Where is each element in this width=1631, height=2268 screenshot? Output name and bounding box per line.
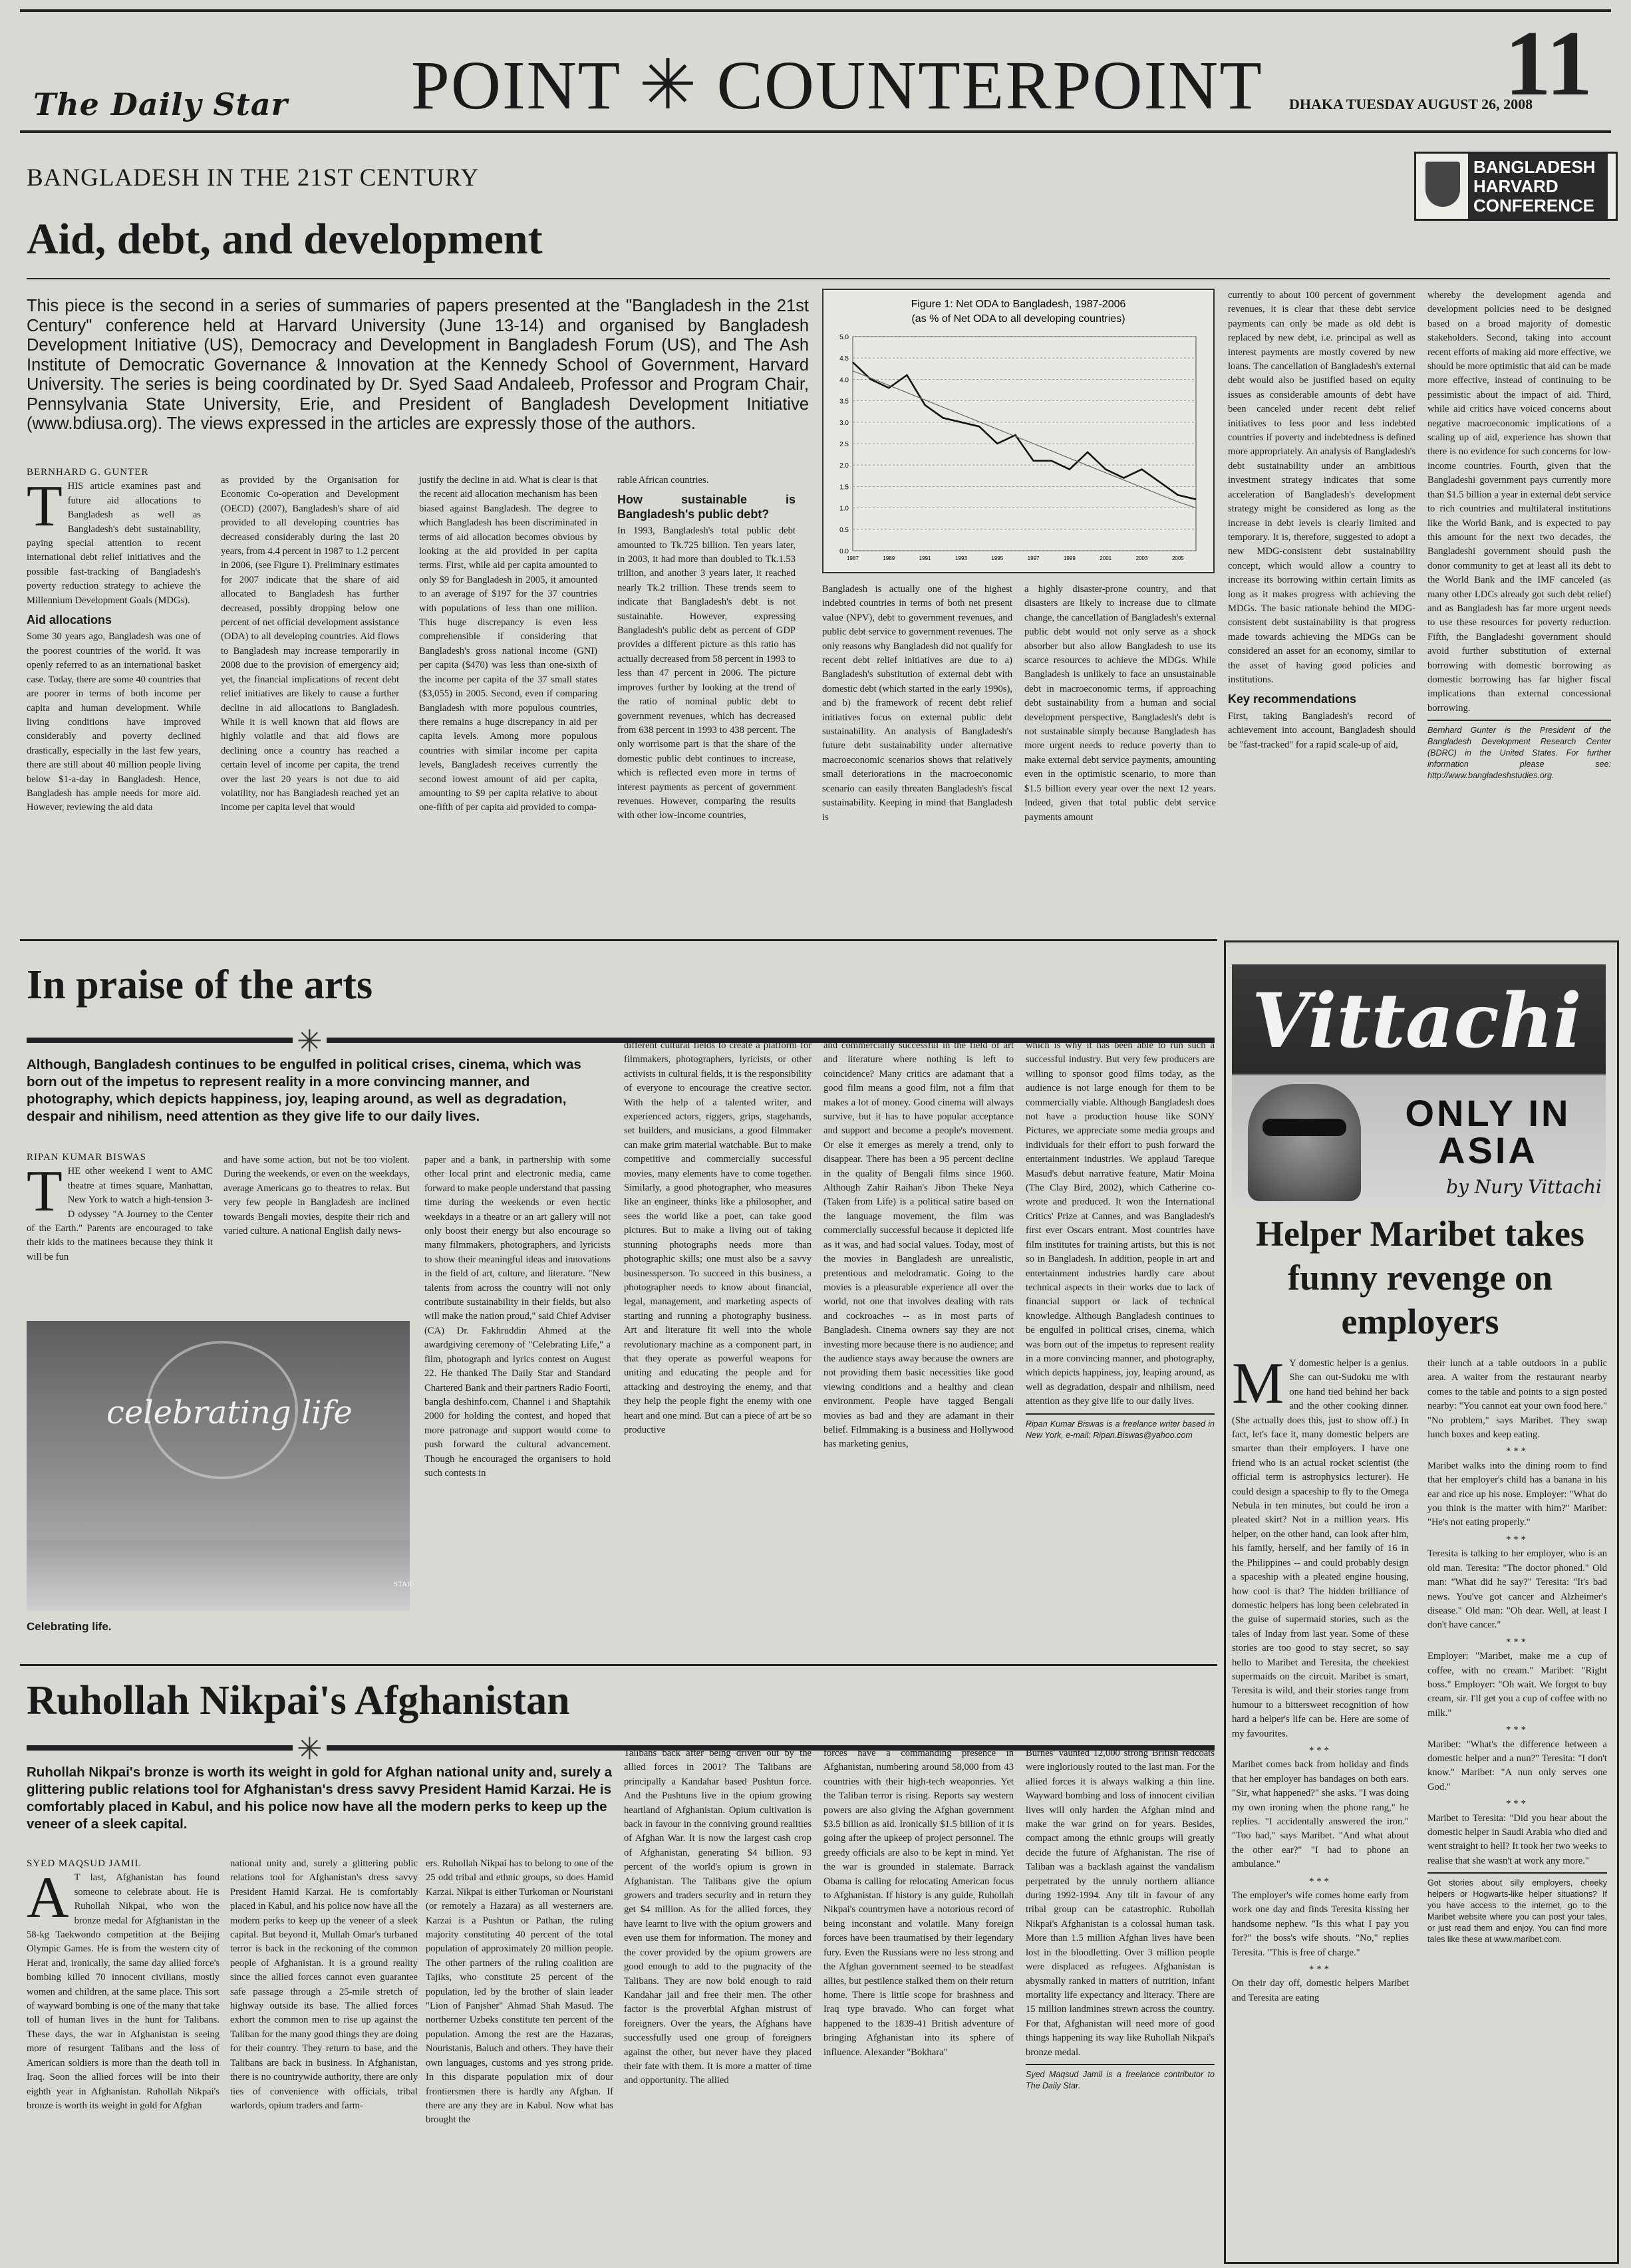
article2-col3: paper and a bank, in partnership with some other local print and electronic media, came forward to make people understand that passing time during the weekends or even hectic weekdays in a theatre or an art gallery will not only boost their energy but also encourage so many filmmakers, photographers, and lyricists to show their meaningful ideas and innovations in the field of art, culture, and literature. "New talents from across the country will not only contribute sustainability in their fields, but also will make the nation proud," said Chief Adviser (CA) Dr. Fakhruddin Ahmed at the awardgiving ceremony of "Celebrating Life," a film, photograph and lyrics contest on August 22. He thanked The Daily Star and Standard Chartered Bank and their partners Radio Foorti, bangla deshinfo.com, Channel i and Shaptahik 2000 for holding the contest, and hoped that more patronage and support would come to push forward the cultural advancement. Though he encouraged the organisers to hold such contests in [424, 1155, 611, 1479]
x-tick-label: 1995 [991, 555, 1004, 561]
subhead-debt: How sustainable is Bangladesh's public debt? [617, 493, 796, 521]
oda-line-chart [823, 290, 1213, 572]
article3-col6 [1026, 1747, 1215, 2256]
article4-col2d: Employer: "Maribet, make me a cup of coffee, with no cream." Maribet: "Right boss." Employer: "Oh wait. We forgot to buy cream, sir. I'll get you a cup of coffee with no milk." [1427, 1651, 1607, 1719]
article2-col4: different cultural fields to create a platform for filmmakers, photographers, lyricists, or other activists in cultural fields, it is the responsibility of everyone to encourage the creative sector. With the help of a talented writer, and experienced actors, riggers, grips, stagehands, set builders, and musicians, a good filmmaker can make grim material watchable. But to make competitive and commercially successful movies, many elements have to come together. Similarly, a good photographer, who measures like an engineer, thinks like a philosopher, and sees the world like a poet, can take good pictures. But to make a living out of taking stunning photographs needs more than photographic skills; one must also be a savvy businessperson. To succeed in this business, a photographer needs to know about financial, legal, management, and marketing aspects of starting and running a photography business. Art and literature fit well into the whole revolutionary machine as a component part, in that they operate as powerful weapons for uniting and educating the people and for attacking and destroying the enemy, and that they help the people fight the enemy with one heart and one mind. But can a piece of art be so productive [624, 1040, 812, 1435]
page-number: 11 [1505, 12, 1593, 115]
y-tick-label: 1.0 [839, 505, 849, 513]
y-tick-label: 2.5 [839, 441, 849, 448]
separator-stars: *** [1506, 1798, 1529, 1810]
article4-col2f: Maribet to Teresita: "Did you hear about the domestic helper in Saudi Arabia who died and went straight to hell? It took her two weeks to realise that she wasn't at work any more." [1427, 1812, 1607, 1866]
dateline: DHAKA TUESDAY AUGUST 26, 2008 [1289, 96, 1533, 112]
article3-col3: ers. Ruhollah Nikpai has to belong to one of the 25 odd tribal and ethnic groups, so does Hamid Karzai. Nikpai is either Turkoman or Nouristani (or remotely a Hazara) as all westerners are. Karzai is a Pushtun or Pathan, the ruling majority constituting 40 percent of the total population of approximately 20 million people. The other partners of the ruling coalition are Tajiks, who constitute 25 percent of the population, led by the brother of slain leader "Lion of Panjsher" Ahmad Shah Masud. The northerner Uzbeks constitute ten percent of the population. Among the rest are the Hazaras, Nouristanis, Baluch and others. They have their own languages, customs and yes strong pride. In this disparate population mix of dour frontiersmen there is hardly any Afghan. If there are any they are in Kabul. Now what has brought the [426, 1858, 613, 2126]
article4-col2-text: their lunch at a table outdoors in a public area. A waiter from the restaurant nearby comes to the table and points to a sign posted nearby: "You cannot eat your own food here." "No problem," says Maribet. They swap lunch boxes and keep eating. [1427, 1358, 1607, 1441]
article2-col2: and have some action, but not be too violent. During the weekends, or even on the weekdays, average Americans go to theatres to relax. But very few people in Bangladesh are inclined towards Bengali movies, despite their rich and varied culture. A national English daily news- [223, 1155, 410, 1237]
author-signature: by Nury Vittachi [1446, 1176, 1602, 1198]
series-kicker: BANGLADESH IN THE 21ST CENTURY [27, 164, 480, 192]
celebrating-life-photo [27, 1321, 410, 1611]
article1-col1 [27, 466, 201, 931]
figure1 [822, 289, 1215, 573]
article1-col3: justify the decline in aid. What is clear is that the recent aid allocation mechanism has been biased against Bangladesh. The degree to which Bangladesh has been discriminated in terms of aid allocation becomes obvious by looking at the aid provided in per capita terms. First, while aid per capita amounted to only $9 for Bangladesh in 2005, it amounted to an average of $197 for the 37 countries with populations of less than one million. This huge discrepancy is even less comprehensible if considering that Bangladesh's gross national income (GNI) per capita ($470) was less than one-sixth of the income per capita of the 37 small states ($3,055) in 2005. Second, even if comparing Bangladesh with more populous countries, there remains a huge discrepancy in aid per capita levels. Among more populous countries with similar income per capita levels, Bangladesh receives currently the second lowest amount of aid per capita, amounting to $9 per capita relative to about one-fifth of per capita aid provided to compa- [419, 475, 597, 813]
paper-logo: The Daily Star [33, 86, 288, 122]
photo-credit: STAR [394, 1580, 412, 1588]
dropcap: A [27, 1866, 69, 1931]
article2-headline: In praise of the arts [27, 962, 373, 1008]
conference-badge [1414, 152, 1618, 221]
separator-stars: *** [1309, 1876, 1332, 1887]
photo-caption: Celebrating life. [27, 1620, 112, 1633]
x-tick-label: 1987 [847, 555, 859, 561]
article1-col4 [617, 474, 796, 931]
article1-col7-text: currently to about 100 percent of government revenues, it is clear that these debt service payments can only be made as old debt is replaced by new debt, i.e. principal as well as interest payments are mostly covered by new loans. The cancellation of Bangladesh's external debt would also be justified based on equity issues as considerable amounts of debt have been canceled under recent debt relief initiatives to less poor and less indebted countries if poverty and indebtedness is defined more appropriately. An analysis of Bangladesh's debt sustainability under an ambitious investment strategy indicates that some acceleration of Bangladesh's development strategy might be considered as long as the increase in debt levels is clearly limited and temporary. It is, therefore, suggested to adopt a new MDG-consistent debt sustainability concept, which would allow a country to increase its borrowing within certain limits as long as it makes progress with achieving the MDGs. The basic rationale behind the MDG-consistent debt sustainability is that progress made towards achieving the MDGs can be considered an asset for an economy, similar to the asset of having good policies and institutions. [1228, 290, 1415, 685]
section-title: POINT ✳ COUNTERPOINT [411, 47, 1263, 124]
sunglasses-icon [1262, 1119, 1346, 1136]
article1-col7 [1228, 289, 1415, 931]
shield-icon [1425, 162, 1460, 207]
article3-col4: Talibans back after being driven out by the allied forces in 2001? The Talibans are principally a Kandahar based Pushtun force. And the Pushtuns live in the opium growing heartland of Afghanistan. Opium cultivation is back in favour in the conniving ground realities of Afghan War. It is now the largest cash crop of Afghanistan, generating $4 billion. 93 percent of the world's opium is grown in Afghanistan. The Talibans give the opium growers and traders security and in return they get $4 million. As for the allied forces, they have learnt to live with the opium growers and even use them for information. The money and the cover provided by the opium growers are good enough to add to the pugnacity of the Talibans. They are now bold enough to raid Kandahar jail and free their men. The other factor is the proverbial Afghan mistrust of foreigners. Over the years, the Afghans have successfully used one group of foreigners against the other, but never have they placed their fate with them. It is more a matter of time and opportunity. The allied [624, 1748, 812, 2086]
series-line-trend [853, 371, 1196, 508]
article1-byline: BERNHARD G. GUNTER [27, 467, 149, 478]
article1-col2: as provided by the Organisation for Economic Co-operation and Development (OECD) (2007), Bangladesh's share of aid provided to all developing countries has decreased considerably during the last 20 years, from 4.4 percent in 1987 to 1.2 percent in 2006, (see Figure 1). Preliminary estimates for 2007 indicate that the share of aid allocated to Bangladesh has further decreased, possibly dropping below one percent of net official development assistance (ODA) to all developing countries. Aid flows to Bangladesh may increase temporarily in 2008 due to the provision of emergency aid; yet, the financial implications of recent debt relief initiatives are likely to cause a further decline in aid allocations to Bangladesh. While it is well known that aid flows are highly volatile and that aid flows are declining once a country has reached a certain level of income per capita, the trend over the last 20 years is not due to aid volatility, nor has Bangladesh reached yet an income per capita level that would [221, 475, 399, 813]
article1-col1-text: HIS article examines past and future aid allocations to Bangladesh as well as Bangladesh's debt sustainability, paying special attention to recent international debt relief initiatives and the possible fast-tracking of Bangladesh's poverty reduction strategy to achieve the Millennium Development Goals (MDGs). [27, 481, 201, 606]
y-tick-label: 1.5 [839, 484, 849, 492]
separator-stars: *** [1309, 1964, 1332, 1975]
author-portrait [1248, 1084, 1361, 1201]
separator-stars: *** [1309, 1745, 1332, 1756]
x-tick-label: 1991 [919, 555, 931, 561]
dropcap: M [1232, 1351, 1284, 1416]
x-tick-label: 2003 [1135, 555, 1148, 561]
chart-title: Figure 1: Net ODA to Bangladesh, 1987-2006 [911, 299, 1126, 310]
article3-col1 [27, 1857, 220, 2256]
sunburst-icon: ✳ [293, 1023, 327, 1059]
article1-author-note: Bernhard Gunter is the President of the Bangladesh Development Research Center (BDRC) in the United States. For further information please see: http://www.bangladeshstudies.org. [1427, 726, 1611, 781]
badge-text: BANGLADESH HARVARD CONFERENCE [1473, 157, 1596, 215]
article1-col1b: Some 30 years ago, Bangladesh was one of the poorest countries of the world. It was openly referred to as an international basket case. Today, there are some 40 countries that are poorer in terms of both income per capita and human development. While living conditions have improved considerably and poverty declined drastically, especially in the last few years, there are still about 40 million people living below $1-a-day in Bangladesh. Hence, Bangladesh has ample needs for more aid. However, reviewing the aid data [27, 631, 201, 813]
article1-col8-text: whereby the development agenda and development policies need to be designed based on a broad majority of domestic stakeholders. Second, taking into account recent efforts of making aid more effective, we should be more optimistic that aid can be made more effective, instead of continuing to be pessimistic about the impact of aid. Third, while aid critics have voiced concerns about negative macroeconomic implications of a scaling up of aid, experience has shown that there is no evidence for such concerns for low-income countries. Fourth, given that the Bangladeshi government pays currently more than $1.5 billion a year in external debt service to rich countries and multilateral institutions like the World Bank, and is expected to pay this amount for the next two decades, the Bangladeshi government should push the donor community to get at least all its debt to the World Bank and the IMF canceled (as many other LDCs already got such debt relief) and as Bangladesh has far more urgent needs to use these resources for poverty reduction. Fifth, the Bangladeshi government should avoid further substitution of external borrowing with domestic borrowing as domestic borrowing has far higher fiscal implications than external concessional borrowing. [1427, 290, 1611, 714]
article1-col4a: rable African countries. [617, 475, 709, 486]
y-tick-label: 0.0 [839, 548, 849, 555]
dropcap: T [27, 474, 63, 539]
article3-col6-text: Burnes' vaunted 12,000 strong British redcoats were ingloriously routed to the last man. For the allied forces it is always walking a thin line. Wayward bombing and loss of innocent civilian lives will only harden the Afghan mind and make the war grind on for years. Besides, compact among the ethnic groups will greatly decide the future of Afghanistan. The rise of Taliban was a backlash against the vandalism perpetrated by the unruly northern alliance during 1992-1994. Any tilt in favour of any tribal group can be catastrophic. Ruhollah Nikpai's Afghanistan is a colossal human task. More than 1.5 million Afghan lives have been lost in the bloodletting. Over 3 million people were displaced as refugees. Afghanistan is abysmally ranked in matters of nutrition, infant mortality life expectancy and literacy. There are 15 million landmines strewn across the country. For that, Afghanistan will need more of good things happening its way like Ruhollah Nikpai's bronze medal. [1026, 1748, 1215, 2058]
series-line-oda-share [853, 362, 1196, 499]
article1-col7b: First, taking Bangladesh's record of achievement into account, Bangladesh should be "fast-tracked" for a rapid scale-up of aid, [1228, 710, 1415, 750]
masthead [20, 9, 1611, 136]
x-tick-label: 2001 [1100, 555, 1112, 561]
article3-byline: SYED MAQSUD JAMIL [27, 1858, 142, 1869]
sunburst-icon: ✳ [293, 1731, 327, 1767]
article3-col1-text: T last, Afghanistan has found someone to celebrate about. He is Ruhollah Nikpai, who won the bronze medal for Afghanistan in the 58-kg Taekwondo competition at the Beijing Olympic Games. He is from the western city of Herat and, ironically, the same day allied force's bombing killed 70 innocent civilians, mostly women and children, at the same place. This sort of wayward bombing is one of the many that take toll of human lives in the hunt for Talibans. These days, the war in Afghanistan is seeing more of resurgent Talibans and the loss of American soldiers is more than the death toll in Iraq. Soon the allied forces will be into their eighth year in Afghanistan. Ruhollah Nikpai's bronze is worth its weight in gold for Afghan [27, 1872, 220, 2111]
article2-byline: RIPAN KUMAR BISWAS [27, 1152, 146, 1163]
separator-stars: *** [1506, 1534, 1529, 1545]
article4-col2c: Teresita is talking to her employer, who is an old man. Teresita: "The doctor phoned." Old man: "What did he say?" Teresita: "It's bad news. You've got cancer and Alzheimer's disease." Old man: "Oh dear. Well, at least I don't have cancer." [1427, 1548, 1607, 1631]
subhead-key: Key recommendations [1228, 692, 1357, 706]
article4-col1 [1232, 1351, 1409, 2256]
article1-col6: a highly disaster-prone country, and that disasters are likely to increase due to climate change, the cancellation of Bangladesh's external public debt would not only serve as a shock absorber but also allow Bangladesh to use its scarce resources to achieve the MDGs. While Bangladesh is unlikely to face an unsustainable debt in macroeconomic terms, if approaching debt sustainability from a human and social development perspective, Bangladesh's debt is not sustainable simply because Bangladesh has more urgent needs to reduce poverty than to make external debt service payments, amounting even in the optimistic scenario, to more than $1.5 billion every year over the next 12 years. Indeed, given that total public debt service payments amount [1024, 584, 1216, 823]
article4-col1d: On their day off, domestic helpers Maribet and Teresita are eating [1232, 1978, 1409, 2003]
article3-headline: Ruhollah Nikpai's Afghanistan [27, 1678, 570, 1723]
separator-stars: *** [1506, 1446, 1529, 1457]
article4-col1b: Maribet comes back from holiday and finds that her employer has bandages on both ears. "Sir, what happened?" she asks. "I was doing my own ironing when the phone rang," he replies. "I accidentally answered the iron." "Too bad," says Maribet. "And what about the other ear?" "I had to phone an ambulance." [1232, 1759, 1409, 1870]
dropcap: T [27, 1159, 63, 1224]
x-tick-label: 1993 [955, 555, 967, 561]
article4-headline: Helper Maribet takes funny revenge on employers [1256, 1214, 1584, 1342]
chart-subtitle: (as % of Net ODA to all developing countries) [911, 313, 1125, 325]
article4-col2e: Maribet: "What's the difference between a domestic helper and a nun?" Teresita: "I don't know." Maribet: "A nun only serves one God." [1427, 1739, 1607, 1792]
article2-col6 [1026, 1039, 1215, 1656]
article2-col1-text: HE other weekend I went to AMC theatre at times square, Manhattan, New York to watch a high-tension 3-D odyssey "A Journey to the Center of the Earth." Parents are encouraged to take their kids to the matinees because they think it will be fun [27, 1166, 213, 1262]
article4-col1c: The employer's wife comes home early from work one day and finds Teresita kissing her handsome nephew. "Is this what I pay you for?" the boss's wife shouts. "No," replies Teresita. "This is free of charge." [1232, 1890, 1409, 1958]
column-banner [1232, 964, 1606, 1206]
article2-col5: and commercially successful in the field of art and literature where nothing is left to coincidence? Many critics are adamant that a good film means a good film, not a film that makes a lot of money. Good cinema will always survive, but it has to have popular acceptance and support and become a people's movement. Or else it emerges as merely a trend, only to disappear. There has been a 95 percent decline in the quality of Bengali films since 1960. Although Zahir Raihan's Jibon Theke Neya (Taken from Life) is a political satire based on the language movement, the film was commercially successful because it depicted life as it was, and had social values. Today, most of the movies in Bangladesh are unrealistic, pretentious and melodramatic. Going to the movies is a pleasurable experience all over the world, not one that involves dealing with rats and cockroaches -- as in most parts of Bangladesh. Cinema owners say they are not investing more because there is no audience; and the audience stays away because the owners are not providing them basic necessities like good viewing conditions and a healthy and clean environment. People have tagged Bengali movies as bad and they are adamant in their belief. Filmmaking is a business and Hollywood has marketing genius, [823, 1040, 1014, 1450]
article3-col5: forces have a commanding presence in Afghanistan, numbering around 58,000 from 43 countries with their high-tech weaponries. Yet the Taliban terror is rising. Reports say western powers are also giving the Afghan government $3.5 billion as aid. Ironically $1.5 billion of it is going after the upkeep of project personnel. The greedy officials are also to be kept in mind. Yet the war is grounded in stalemate. Barrack Obama is calling for relocating American focus to Afghanistan. If history is any guide, Ruhollah Nikpai's countrymen have a notorious record of being inconstant and volatile. Many foreign forces have been traumatised by their legendary fury. Even the Russians were no less strong and the Afghan government seemed to be steadfast allies, but pestilence stalked them on their return home. There is little scope for brashness and Iraq type bravado. Who can forget what happened to the 1839-41 British adventure of bringing Afghanistan into its sphere of influence. Alexander "Bokhara" [823, 1748, 1014, 2058]
article4-col2b: Maribet walks into the dining room to find that her employer's child has a banana in his ear and rice up his nose. Employer: "What do you think is the matter with him?" Maribet: "He's not eating properly." [1427, 1460, 1607, 1528]
article1-headline: Aid, debt, and development [27, 215, 543, 263]
article3-author-note: Syed Maqsud Jamil is a freelance contributor to The Daily Star. [1026, 2069, 1215, 2090]
article4-col1-text: Y domestic helper is a genius. She can out-Sudoku me with one hand tied behind her back and the other cooking dinner. (She actually does this, just to show off.) In fact, let's face it, many domestic helpers are smarter than their employers. I have one friend who is an actual rocket scientist (the official term is astrophysics lecturer). He could design a spaceship to fly to the Omega Nebula in ten minutes, but could he iron a pleated skirt? Not in a million years. His helper, on the other hand, can look after him, his family, herself, and her family of 16 in the Philippines -- and could probably design a spaceship with a pleated engine housing, how cool is that? The hidden brilliance of domestic helpers has long been celebrated in the guise of supermaid stories, such as the tales of Inday from last year. Some of these stories are too good to stay secret, so say hello to Maribet and Teresita, the cheekiest supermaids on the circuit. Maribet is smart, Teresita is wild, and their stories range from humour to a bittersweet recognition of how hard a helper's life can be. Here are some of my favourites. [1232, 1358, 1409, 1739]
x-tick-label: 1989 [883, 555, 895, 561]
y-tick-label: 3.5 [839, 398, 849, 406]
y-tick-label: 0.5 [839, 526, 849, 534]
article2-deck: Although, Bangladesh continues to be engulfed in political crises, cinema, which was born out of the impetus to represent reality in a more convincing manner, and photography, which depicts happiness, joy, leaping around, as well as degradation, despair and nihilism, need attention as they give life to our daily lives. [27, 1057, 581, 1124]
article1-col4-text: In 1993, Bangladesh's total public debt amounted to Tk.725 billion. Ten years later, in 2003, it had more than doubled to Tk.1.53 trillion, and another 3 years later, it reached nearly Tk.2 trillion. These trends seem to indicate that Bangladesh's debt is not sustainable. However, expressing Bangladesh's public debt as percent of GDP provides a different picture as this ratio has actually decreased from 58 percent in 1993 to less than 47 percent in 2006. The picture improves further by looking at the trend of the ratio of nominal public debt to government revenues, which has decreased from 638 percent in 1993 to 438 percent. The only worrisome part is that the share of the domestic public debt continues to increase, which is reflected even more in terms of interest payments as percent of government revenues. However, comparing the results with other low-income countries, [617, 525, 796, 821]
y-tick-label: 3.0 [839, 419, 849, 427]
article3-col2: national unity and, surely a glittering public relations tool for Afghanistan's dress savvy President Hamid Karzai. He is comfortably placed in Kabul, and his police now have all the modern perks to keep up the veneer of a sleek capital. But beyond it, Mullah Omar's turbaned terror is back in the reckoning of the common people of Afghanistan. It is a ground reality since the allied forces cannot even guarantee safe passage through a 25-mile stretch of highway outside its base. The allied forces exhort the common men to rise up against the Taliban for the many good things they are doing for their country. They return to base, and the Talibans are back in business. In Afghanistan, there is no countrywide authority, there are only ties of convenience with officials, tribal warlords, opium traders and farm- [230, 1858, 418, 2111]
separator-stars: *** [1506, 1725, 1529, 1736]
article3-deck: Ruhollah Nikpai's bronze is worth its weight in gold for Afghan national unity and, surely a glittering public relations tool for Afghanistan's dress savvy President Hamid Karzai. He is comfortably placed in Kabul, and his police now have all the modern perks to keep up the veneer of a sleek capital. [27, 1765, 612, 1832]
y-tick-label: 4.0 [839, 376, 849, 384]
subhead-aid: Aid allocations [27, 613, 112, 627]
y-tick-label: 2.0 [839, 462, 849, 470]
x-tick-label: 1999 [1063, 555, 1076, 561]
article1-col8 [1427, 289, 1611, 931]
article2-col1 [27, 1151, 213, 1310]
article2-col6-text: which is why it has been able to run such a successful industry. But very few producers are willing to sponsor good films today, as the audience is not large enough for them to be commercially viable. Although Bangladesh does not have a production house like SONY Pictures, we appreciate some media groups and individuals for their effort to push forward the entertainment industries. We applaud Tareque Masud's debut narrative feature, Matir Moina (The Clay Bird, 2002), which Catherine co-wrote and produced. It won the International Critics' Prize at Cannes, and was Bangladesh's first ever Oscars entrant. Most countries have film institutes for training artists, but this is not so in Bangladesh. In addition, people in art and entertainment industries hardly care about technical aspects in their works due to lack of financial support or lack of technical knowledge. Although Bangladesh continues to be engulfed in political crises, cinema, which was born out of the impetus to represent reality in a more convincing manner, and photography, which depicts happiness, joy, leaping around, as well as degradation, despair and nihilism, need attention as they give life to our daily lives. [1026, 1040, 1215, 1407]
article4-col2 [1427, 1357, 1607, 2256]
article1-col5: Bangladesh is actually one of the highest indebted countries in terms of both net present value (NPV), debt to government revenues, and public debt service to government revenues. The only reasons why Bangladesh did not qualify for recent debt relief initiatives are due to a) Bangladesh's substitution of external debt with domestic debt (which started in the early 1990s), and b) the framework of recent debt relief initiatives focus on external public debt sustainability. An analysis of Bangladesh's future debt sustainability under alternative macroeconomic scenarios shows that relatively small deteriorations in the macroeconomic scenario can easily threaten Bangladesh's fiscal sustainability. Keeping in mind that Bangladesh is [822, 584, 1012, 823]
article2-author-note: Ripan Kumar Biswas is a freelance writer based in New York, e-mail: Ripan.Biswas@yahoo.com [1026, 1419, 1215, 1440]
article1-intro: This piece is the second in a series of summaries of papers presented at the "Bangladesh in the 21st Century" conference held at Harvard University (June 13-14) and organised by Bangladesh Development Initiative (US), Democracy and Development in Bangladesh Forum (US), and The Ash Institute of Democratic Governance & Innovation at the Kennedy School of Government, Harvard University. The series is being coordinated by Dr. Syed Saad Andaleeb, Professor and Program Chair, Pennsylvania State University, Erie, and President of Bangladesh Development Initiative (www.bdiusa.org). The views expressed in the articles are expressly those of the authors. [27, 297, 809, 433]
y-tick-label: 4.5 [839, 355, 849, 363]
brand-logo: Vittachi [1252, 978, 1582, 1065]
x-tick-label: 2005 [1171, 555, 1184, 561]
article4-footer: Got stories about silly employers, cheeky helpers or Hogwarts-like helper situations? If you have access to the internet, go to the Maribet website where you can post your tales, or just read them and enjoy. You can find more tales like these at www.maribet.com. [1427, 1878, 1607, 1945]
separator-stars: *** [1506, 1636, 1529, 1647]
y-tick-label: 5.0 [839, 334, 849, 341]
x-tick-label: 1997 [1027, 555, 1040, 561]
photo-text: celebrating life [106, 1394, 353, 1431]
banner-title: ONLY IN ASIA [1405, 1092, 1571, 1171]
